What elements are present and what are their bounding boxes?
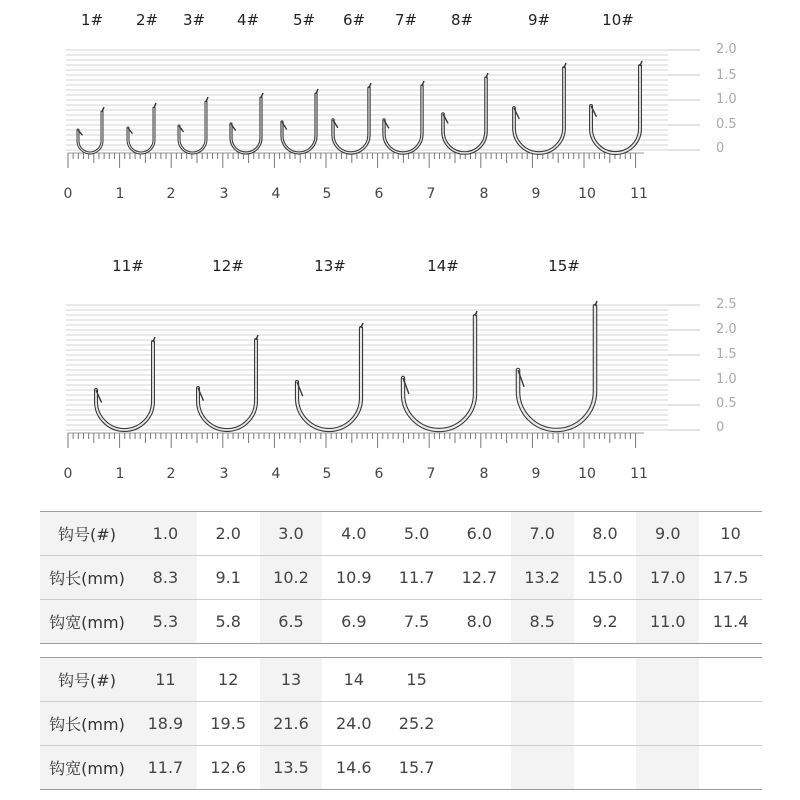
table-cell: 9.1 [215,568,241,587]
hook-label: 11# [112,257,144,275]
scale-number: 2.0 [716,42,737,57]
ruler-number: 0 [63,186,73,202]
table-cell: 6.0 [466,524,493,543]
table-cell [448,702,511,746]
scale-number: 2.5 [716,297,737,312]
ruler-number: 11 [630,466,648,482]
table-row [40,556,762,600]
table-cell [511,702,574,746]
ruler-number: 4 [271,466,281,482]
table-cell: 11.0 [636,600,699,644]
table-cell: 17.0 [636,556,699,600]
table-cell [636,658,699,702]
table-row [40,512,762,556]
hook-label: 4# [236,11,260,29]
ruler-number: 9 [531,466,541,482]
scale-number: 0.5 [716,396,737,411]
table-cell: 10.2 [260,556,323,600]
table-cell [636,702,699,746]
table-row [40,702,762,746]
scale-number: 1.5 [716,347,737,362]
table-cell: 13.5 [260,746,323,790]
table-cell: 15.7 [398,758,435,777]
table-cell: 1.0 [134,512,197,556]
table-cell [448,746,511,790]
table-row [40,658,762,702]
table-cell [574,702,637,746]
ruler-number: 11 [630,186,648,202]
hook-label: 7# [394,11,418,29]
hook-ruler-figure-top [0,0,800,250]
table-cell: 2.0 [215,524,241,543]
ruler-number: 2 [166,466,176,482]
row-header: 钩号(#) [40,512,134,556]
table-cell [511,658,574,702]
table-cell: 11.4 [712,612,749,631]
hook-label: 1# [80,11,104,29]
table-cell: 9.2 [592,612,618,631]
table-cell [448,658,511,702]
fish-hook-icon [403,316,475,430]
table-cell: 18.9 [134,702,197,746]
hook-label: 13# [314,257,346,275]
hook-label: 8# [450,11,474,29]
table-cell: 10 [720,524,741,543]
hook-label: 12# [212,257,244,275]
table-cell [699,658,762,702]
ruler-number: 8 [479,466,489,482]
table-cell: 11.7 [398,568,435,587]
table-cell [699,702,762,746]
hook-highlight [282,94,316,153]
table-cell: 7.5 [403,612,430,631]
ruler-number: 7 [426,466,436,482]
table-cell: 17.5 [712,568,749,587]
hook-label: 9# [527,11,551,29]
table-cell: 5.3 [134,600,197,644]
table-cell [574,658,637,702]
ruler-number: 3 [219,186,229,202]
ruler-number: 5 [322,466,332,482]
table-cell: 13 [260,658,323,702]
hook-label: 10# [602,11,634,29]
row-header: 钩宽(mm) [40,600,134,644]
table-cell [511,746,574,790]
hook-label: 14# [427,257,459,275]
hook-highlight [78,112,102,153]
table-cell: 8.0 [592,524,618,543]
hook-label: 3# [182,11,206,29]
table-cell: 4.0 [341,524,367,543]
row-header: 钩号(#) [40,658,134,702]
table-row [40,600,762,644]
fish-hook-icon [78,112,102,153]
scale-number: 0 [716,420,725,435]
hook-label: 6# [342,11,366,29]
hook-eye [369,83,371,88]
ruler-number: 3 [219,466,229,482]
table-cell: 25.2 [398,714,435,733]
row-header: 钩长(mm) [40,556,134,600]
table-cell: 6.9 [341,612,367,631]
hook-spec-table-top [40,511,762,644]
hook-size-chart-top [0,0,800,250]
scale-number: 1.0 [716,372,737,387]
table-cell: 5.0 [403,524,430,543]
ruler-number: 0 [63,466,73,482]
ruler-number: 10 [578,466,596,482]
table-cell [636,746,699,790]
hook-label: 2# [135,11,159,29]
table-cell: 5.8 [215,612,241,631]
ruler-number: 9 [531,186,541,202]
ruler-number: 2 [166,186,176,202]
scale-number: 2.0 [716,322,737,337]
hook-spec-table-bottom [40,657,762,790]
scale-number: 0 [716,141,725,156]
hook-size-chart-bottom [0,250,800,510]
table-cell: 3.0 [260,512,323,556]
hook-eye [154,103,156,108]
ruler-number: 4 [271,186,281,202]
row-header: 钩宽(mm) [40,746,134,790]
ruler-number: 5 [322,186,332,202]
ruler-number: 7 [426,186,436,202]
table-cell: 12.6 [210,758,246,777]
table-cell: 24.0 [335,714,372,733]
table-cell: 6.5 [260,600,323,644]
hook-label: 15# [548,257,580,275]
hook-eye [206,97,208,102]
table-cell: 8.5 [511,600,574,644]
ruler-number: 8 [479,186,489,202]
table-cell [699,746,762,790]
table-cell: 15.0 [587,568,623,587]
scale-number: 1.0 [716,92,737,107]
row-header: 钩长(mm) [40,702,134,746]
ruler-number: 1 [115,186,125,202]
hook-eye [261,93,263,98]
table-cell: 19.5 [210,714,246,733]
table-row [40,746,762,790]
table-cell: 7.0 [511,512,574,556]
ruler-number: 6 [374,466,384,482]
table-cell: 11 [134,658,197,702]
scale-number: 1.5 [716,68,737,83]
table-cell: 12 [218,670,239,689]
table-cell: 12.7 [461,568,498,587]
scale-number: 0.5 [716,117,737,132]
ruler-number: 6 [374,186,384,202]
table-cell: 14.6 [335,758,372,777]
table-cell: 10.9 [335,568,372,587]
hook-eye [486,73,488,78]
hook-eye [102,107,104,112]
table-cell: 15 [406,670,427,689]
hook-highlight [403,316,475,430]
table-cell: 9.0 [636,512,699,556]
ruler-number: 1 [115,466,125,482]
table-cell: 8.3 [134,556,197,600]
table-cell: 8.0 [466,612,493,631]
table-cell: 21.6 [260,702,323,746]
table-cell: 14 [343,670,364,689]
fish-hook-icon [282,94,316,153]
ruler-number: 10 [578,186,596,202]
table-cell: 11.7 [134,746,197,790]
table-cell [574,746,637,790]
table-cell: 13.2 [511,556,574,600]
hook-label: 5# [292,11,316,29]
